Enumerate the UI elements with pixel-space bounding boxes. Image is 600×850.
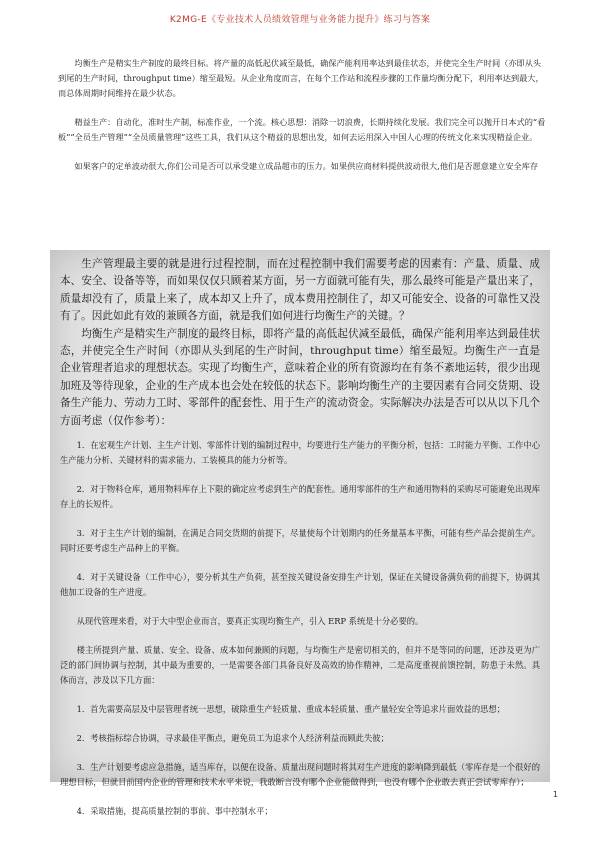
answer-paragraph-1: 生产管理最主要的就是进行过程控制，而在过程控制中我们需要考虑的因素有：产量、质量、成本、安全、设备等等，而如果仅仅只顾着某方面，另一方面就可能有失，那么最终可能是产量出来了，质量却没有了，质量上来了，成本却又上升了，成本费用控制住了，却又可能安全、设备的可靠性又没有了。因此如此有效的兼顾各方面，就是我们如何进行均衡生产的关键。？ <box>60 258 540 323</box>
intro-paragraph-1: 均衡生产是精实生产制度的最终目标。将产量的高低起伏减至最低，确保产能利用率达到最佳状态，并使完全生产时间（亦即从头到尾的生产时间，throughput time）缩至最短。从企业角度而言，在每个工作站和流程步骤的工作量均衡分配下，利用率达到最大，而总体周期时间维持在最少状态。 <box>58 58 544 98</box>
answer-paragraph-2: 均衡生产是精实生产制度的最终目标，即将产量的高低起伏减至最低，确保产能利用率达到最佳状态，并使完全生产时间（亦即从头到尾的生产时间，throughput time）缩至最短。均衡生产一直是企业管理者追求的理想状态。实现了均衡生产，意味着企业的所有资源均在有条不紊地运转，很少出现加班及等待现象，企业的生产成本也会处在较低的状态下。影响均衡生产的主要因素有合同交货期、设备生产能力、劳动力工时、零部件的配套性、用于生产的流动资金。实际解决办法是否可以从以下几个方面考虑（仅作参考）： <box>60 327 540 427</box>
answer-paragraph-3: 从现代管理来看，对于大中型企业而言，要真正实现均衡生产，引入 ERP 系统是十分必要的。 <box>76 616 424 627</box>
answer-subitem-4: 4．采取措施，提高质量控制的事前、事中控制水平； <box>76 806 273 817</box>
document-header <box>0 0 600 40</box>
answer-subitem-2: 2．考核指标综合协调，寻求最佳平衡点，避免员工为追求个人经济利益而顾此失彼； <box>76 733 389 744</box>
intro-section <box>58 56 546 174</box>
answer-item-3: 3．对于主生产计划的编制，在满足合同交货期的前提下，尽量使每个计划期内的任务量基本平衡，可能有些产品会提前生产。同时还要考虑生产品种上的平衡。 <box>60 528 540 554</box>
intro-paragraph-3: 如果客户的定单波动很大,你们公司是否可以承受建立成品超市的压力。如果供应商材料提供波动很大,他们是否愿意建立安全库存 <box>74 161 539 171</box>
answer-box <box>50 250 550 817</box>
answer-subitem-1: 1．首先需要高层及中层管理者统一思想，破除重生产轻质量、重成本轻质量、重产量轻安全等追求片面效益的思想； <box>76 704 506 715</box>
page-number: 1 <box>552 790 558 799</box>
header-title: K2MG-E《专业技术人员绩效管理与业务能力提升》练习与答案 <box>169 15 431 25</box>
answer-item-2: 2．对于物料仓库，通用物料库存上下限的确定应考虑到生产的配套性。通用零部件的生产和通用物料的采购尽可能避免出现库存上的长短件。 <box>60 484 540 510</box>
answer-subitem-3: 3．生产计划要考虑应急措施，适当库存，以便在设备、质量出现问题时将其对生产进度的影响降到最低（零库存是一个很好的理想目标，但就目前国内企业的管理和技术水平来说，我敢断言没有哪个企业能做得到，也没有哪个企业敢去真正尝试零库存）； <box>60 762 540 788</box>
answer-item-4: 4．对于关键设备（工作中心），要分析其生产负荷，甚至按关键设备安排生产计划，保证在关键设备满负荷的前提下，协调其他加工设备的生产进度。 <box>60 572 540 598</box>
intro-paragraph-2: 精益生产：自动化，准时生产制，标准作业，一个流。核心思想：消除一切浪费，长期持续化发展。我们完全可以抛开日本式的“看板”“全员生产管理”“全员质量管理”这些工具，我们从这个精益的思想出发，如何去运用深入中国人心理的传统文化来实现精益企业。 <box>58 117 546 142</box>
answer-paragraph-4: 楼主所提到产量、质量、安全、设备、成本如何兼顾的问题，与均衡生产是密切相关的，但并不是等同的问题，还涉及更为广泛的部门间协调与控制，其中最为重要的，一是需要各部门具备良好及高效的协作精神，二是高度重视前馈控制，防患于未然。具体而言，涉及以下几方面： <box>60 645 540 686</box>
answer-item-1: 1．在宏观生产计划、主生产计划、零部件计划的编制过程中，均要进行生产能力的平衡分析，包括：工时能力平衡、工作中心生产能力分析、关键材料的需求能力、工装模具的能力分析等。 <box>60 440 540 466</box>
